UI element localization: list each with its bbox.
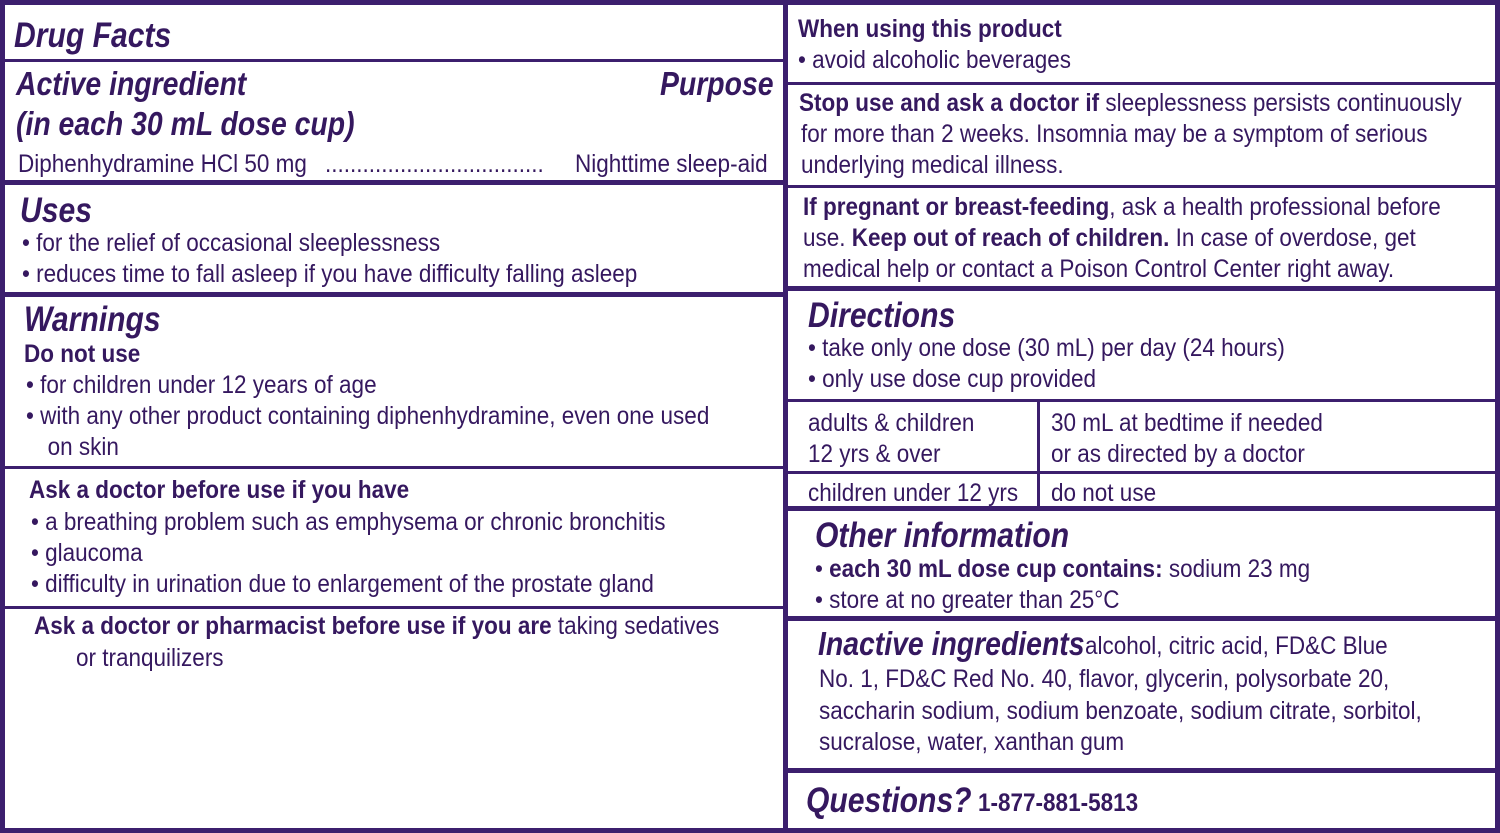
dosage-amount-cell [1040,474,1495,511]
pregnancy-line2 [803,223,1416,254]
when-using-section [788,5,1495,85]
drug-facts-title: Drug Facts [14,16,172,55]
do-not-use-item-continued: on skin [47,433,119,461]
directions-section [788,291,1495,511]
dosage-row [788,471,1495,511]
inactive-ingredients-text1: alcohol, citric acid, FD&C Blue [1085,632,1388,660]
dosage-age-line2: 12 yrs & over [808,440,941,468]
do-not-use-item: • for children under 12 years of age [26,370,709,401]
pregnancy-text: , ask a health professional before [1109,193,1441,221]
warnings-section [5,297,783,469]
dosage-age-cell [788,402,1040,471]
dosage-amount-line2: or as directed by a doctor [1051,440,1305,468]
questions-phone: 1-877-881-5813 [978,789,1139,817]
directions-item: • take only one dose (30 mL) per day (24 hours) [808,333,1285,364]
stop-use-text: sleeplessness persists continuously [1099,89,1462,117]
do-not-use-list [26,370,709,463]
other-information-item: • store at no greater than 25°C [815,585,1310,616]
pregnancy-line1 [803,192,1441,223]
other-information-list [815,554,1310,616]
directions-list [808,333,1285,395]
questions-section [788,773,1495,828]
ask-doctor-item: • glaucoma [31,538,665,569]
uses-item: • for the relief of occasional sleeplessness [22,228,637,259]
when-using-bullet: • avoid alcoholic beverages [798,45,1071,76]
dosage-amount-cell [1040,402,1495,471]
ingredient-leader: ................................... [325,150,544,178]
stop-use-line3: underlying medical illness. [801,151,1064,179]
inactive-ingredients-text2: No. 1, FD&C Red No. 40, flavor, glycerin, polysorbate 20, [819,665,1390,693]
active-ingredient-heading: Active ingredient [16,65,247,102]
dosage-amount-line1: 30 mL at bedtime if needed [1051,409,1323,437]
stop-use-bold: Stop use and ask a doctor if [799,89,1100,117]
inactive-ingredients-line1 [818,626,1128,662]
dosage-age-line1: adults & children [808,409,975,437]
right-column [788,5,1495,828]
left-column [5,5,788,828]
questions-heading: Questions? [806,781,972,820]
dosage-age-cell [788,474,1040,511]
stop-use-line1 [799,88,1462,119]
inactive-ingredients-section [788,621,1495,773]
uses-list [22,228,637,290]
other-information-item [815,554,1310,585]
dose-cup-heading: (in each 30 mL dose cup) [16,105,355,142]
other-information-heading: Other information [815,516,1070,555]
pregnancy-bold: If pregnant or breast-feeding [803,193,1110,221]
uses-heading: Uses [20,191,92,230]
other-information-section [788,511,1495,621]
when-using-item [798,45,1071,76]
directions-heading: Directions [808,296,956,335]
ask-pharmacist-bold: Ask a doctor or pharmacist before use if you are [34,612,552,640]
stop-use-line2: for more than 2 weeks. Insomnia may be a symptom of serious [801,120,1428,148]
warnings-heading: Warnings [24,300,161,339]
uses-section [5,185,783,297]
inactive-ingredients-heading: Inactive ingredients [818,625,1085,662]
sodium-amount: sodium 23 mg [1162,555,1311,583]
ask-pharmacist-text: taking sedatives [551,612,720,640]
dosage-row [788,399,1495,471]
keep-out-of-reach: Keep out of reach of children. [851,224,1170,252]
stop-use-section [788,85,1495,188]
ask-pharmacist-line2: or tranquilizers [76,644,224,672]
purpose-heading: Purpose [660,65,774,102]
ingredient-purpose: Nighttime sleep-aid [575,150,768,178]
ask-doctor-item: • difficulty in urination due to enlargement of the prostate gland [31,569,665,600]
pregnancy-text2b: In case of overdose, get [1169,224,1416,252]
ingredient-name: Diphenhydramine HCl 50 mg [18,150,307,178]
dosage-amount-line1: do not use [1051,479,1157,507]
uses-item: • reduces time to fall asleep if you have difficulty falling asleep [22,259,637,290]
ask-doctor-list [31,507,665,600]
dosage-age-line1: children under 12 yrs [808,479,1019,507]
ask-doctor-section [5,469,783,609]
do-not-use-item: • with any other product containing diphenhydramine, even one used [26,401,709,432]
when-using-heading: When using this product [798,15,1062,43]
ask-doctor-heading: Ask a doctor before use if you have [29,476,410,504]
pregnancy-section [788,188,1495,291]
drug-facts-title-section [5,5,783,62]
do-not-use-heading: Do not use [24,340,141,368]
inactive-ingredients-text3: saccharin sodium, sodium benzoate, sodium citrate, sorbitol, [819,697,1422,725]
ask-pharmacist-section [5,609,783,828]
ask-doctor-item: • a breathing problem such as emphysema or chronic bronchitis [31,507,665,538]
dose-cup-contains-label: each 30 mL dose cup contains: [829,555,1163,583]
pregnancy-line3: medical help or contact a Poison Control Center right away. [803,255,1395,283]
inactive-ingredients-text4: sucralose, water, xanthan gum [819,728,1125,756]
directions-item: • only use dose cup provided [808,364,1285,395]
ask-pharmacist-line1 [34,611,719,642]
active-ingredient-section [5,62,783,185]
pregnancy-text2a: use. [803,224,852,252]
